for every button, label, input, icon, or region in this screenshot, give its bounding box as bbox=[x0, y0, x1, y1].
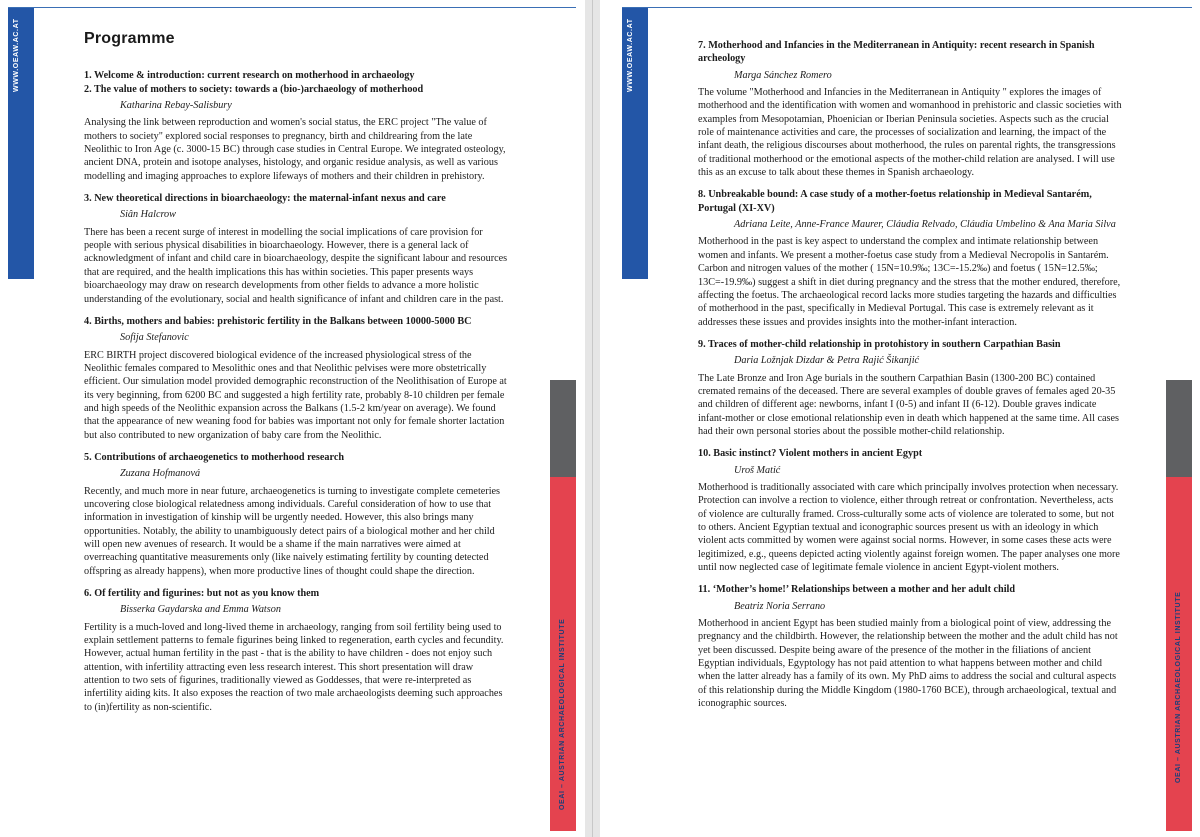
right-top-rule bbox=[622, 7, 1192, 8]
item-abstract: ERC BIRTH project discovered biological evidence of the increased physiological stress of the Neolithic females compared to Mesolithic ones and that Neolithic pelvises were more obstetrically efficient. Our simulation model provided demographic reconstruction of the Neolithisation of Europe at its very beginning, from 6200 BC and suggested a high fertility rate, probably 8-10 children per female and high speeds of the Neolithic expansion across the Balkans (1.5-2 km/year on average). We found that the appearance of new weaning food for babies was important not only for female shorter lactation but also contributed to new organization of baby care from the Neolithic. bbox=[84, 349, 507, 441]
item-title: 11. ‘Mother’s home!’ Relationships between a mother and her adult child bbox=[698, 584, 1016, 596]
left-gray-side-bar bbox=[550, 380, 576, 477]
item-title: 1. Welcome & introduction: current research on motherhood in archaeology bbox=[84, 70, 415, 82]
program-item bbox=[84, 83, 509, 183]
right-institute-label: OEAI – AUSTRIAN ARCHAEOLOGICAL INSTITUTE bbox=[1175, 591, 1182, 783]
item-title: 5. Contributions of archaeogenetics to motherhood research bbox=[84, 451, 345, 463]
item-title: 4. Births, mothers and babies: prehistoric fertility in the Balkans between 10000-5000 BC bbox=[84, 315, 472, 327]
item-abstract: Motherhood in the past is key aspect to understand the complex and intimate relationship between women and infants. We present a mother-foetus case study from a Medieval Necropolis in Santarém. Carbon and nitrogen values of the mother ( 15N=10.9‰; 13C=-15.2‰) and foetus ( 15N=12.5‰; 13C=-19.9‰) suggest a shift in diet during pregnancy and the stress that the mother endured, therefore, affecting the foetus. The archaeological record lacks more studies targeting the hazards and difficulties of motherhood in the past, specifically in Medieval Portugal. This case is extremely relevant as it addresses these issues and provides insights into the mother-infant interaction. bbox=[698, 236, 1121, 328]
left-url-label: WWW.OEAW.AC.AT bbox=[13, 18, 20, 92]
item-abstract: The Late Bronze and Iron Age burials in the southern Carpathian Basin (1300-200 BC) contained cremated remains of the deceased. There are several examples of double graves of females aged 20-35 and children of different age: newborns, infant I (0-5) and infant II (6-12). Double graves indicate infant-mother or close emotional relationship even in death which happened at the same time. All cases had their own personal stories about the possible mother-child relationship. bbox=[698, 372, 1119, 437]
item-abstract: Fertility is a much-loved and long-lived theme in archaeology, ranging from soil fertility being used to explain settlement patterns to female figurines being linked to regeneration, earth cycles and fecundity. However, actual human fertility in the past - that is the ability to have children - does not enjoy such attention, with infertility attracting even less research interest. This short presentation will draw attention to two sets of figurines, traditionally viewed as Goddesses, that were re-interpreted as infertility aiding kits. It also exposes the reaction of two male archaeologists deeming such approaches to (in)fertility as non-scientific. bbox=[84, 621, 504, 713]
item-title: 7. Motherhood and Infancies in the Mediterranean in Antiquity: recent research in Spanish archeology bbox=[698, 40, 1095, 65]
item-author: Beatriz Noria Serrano bbox=[734, 600, 826, 612]
item-author: Siân Halcrow bbox=[120, 209, 176, 221]
item-author: Sofija Stefanovic bbox=[120, 332, 189, 344]
item-abstract: Motherhood is traditionally associated with care which principally involves protection when necessary. Protection can involve a rection to violence, either through retreat or confrontation. Nevertheless, acts of violence are culturally framed. Cross-culturally some acts of violence are tolerated to some, but not to others. Ancient Egyptian textual and iconographic sources present us with an ideology in which violent acts committed by women were against social norms. However, in some cases these acts were legitimized, e.g., queens depicted acting violently against foreign women. The paper analyses one more until now neglected case of legitimate female violence in ancient Egypt-violent mothers. bbox=[698, 481, 1120, 574]
item-author: Adriana Leite, Anne-France Maurer, Cláudia Relvado, Cláudia Umbelino & Ana Maria Silva bbox=[734, 219, 1116, 231]
item-title: 2. The value of mothers to society: towards a (bio-)archaeology of motherhood bbox=[84, 83, 424, 95]
program-item bbox=[84, 192, 509, 306]
program-item bbox=[84, 587, 509, 714]
item-author: Uroš Matić bbox=[734, 464, 781, 476]
item-abstract: Analysing the link between reproduction and women's social status, the ERC project "The value of mothers to society" explored social responses to pregnancy, birth and childrearing from the late Neolithic to Iron Age (c. 3000-15 BC) through case studies in Central Europe. We integrated osteology, ancient DNA, protein and isotope analyses, histology, and organic residue analysis, as well as various modelling and imaging approaches to explore lifeways of mothers and their children in prehistory. bbox=[84, 117, 506, 182]
program-item bbox=[698, 338, 1123, 438]
item-author: Katharina Rebay-Salisbury bbox=[120, 100, 232, 112]
program-item bbox=[84, 315, 509, 442]
item-title: 10. Basic instinct? Violent mothers in ancient Egypt bbox=[698, 448, 923, 460]
item-abstract: Motherhood in ancient Egypt has been studied mainly from a biological point of view, addressing the pregnancy and the childbirth. However, the relationship between the mother and the adult child has not yet been discussed. Despite being aware of the presence of the mother in the filiations of ancient Egyptian individuals, Egyptology has not paid attention to what happens between mother and child when the latter already has a family of its own. My PhD aims to address the social and cultural aspects of this relationship during the Middle Kingdom (1980-1760 BCE), through archaeological, textual and iconographic sources. bbox=[698, 618, 1118, 710]
right-gray-side-bar bbox=[1166, 380, 1192, 477]
program-item bbox=[698, 188, 1123, 328]
item-author: Bisserka Gaydarska and Emma Watson bbox=[120, 604, 281, 616]
program-item bbox=[84, 451, 509, 578]
item-author: Zuzana Hofmanová bbox=[120, 468, 201, 480]
program-item bbox=[698, 583, 1123, 710]
right-blue-side-bar bbox=[622, 8, 648, 279]
page-gutter-line bbox=[592, 0, 593, 837]
page-title: Programme bbox=[84, 30, 175, 47]
left-top-rule bbox=[8, 7, 576, 8]
item-abstract: Recently, and much more in near future, archaeogenetics is turning to investigate complete cemeteries uncovering close biological relatedness among individuals. Careful consideration of how to use that information in investigation of kinship will be urgently needed. However, this also brings many opportunities. Notably, the ability to unambiguously detect pairs of a biological mother and her child will open new avenues of research. It would be a shame if the main narratives were aimed at overreaching quantitative measurements only (like naively estimating fertility by counting detected offspring as already happens), when more productive lines of thought could shape the direction. bbox=[84, 485, 501, 577]
item-abstract: There has been a recent surge of interest in modelling the social implications of care provision for people with serious physical disabilities in bioarchaeology. However, there is a general lack of acknowledgment of infant and child care in bioarchaeology, despite the significant labour and resources that are required, and the health implications this has within societies. This paper presents ways bioarchaeology may draw on research developments from other fields to advance a more holistic understanding of the evolutionary, social and health significance of infant and children care in the past. bbox=[84, 226, 508, 305]
left-blue-side-bar bbox=[8, 8, 34, 279]
left-column bbox=[84, 32, 509, 723]
item-title: 6. Of fertility and figurines: but not as you know them bbox=[84, 588, 320, 600]
item-author: Marga Sánchez Romero bbox=[734, 69, 832, 81]
program-item bbox=[84, 69, 509, 82]
right-column bbox=[698, 39, 1123, 719]
item-title: 9. Traces of mother-child relationship in protohistory in southern Carpathian Basin bbox=[698, 338, 1061, 350]
item-author: Daria Ložnjak Dizdar & Petra Rajić Šikanjić bbox=[734, 355, 920, 367]
left-institute-label: OEAI – AUSTRIAN ARCHAEOLOGICAL INSTITUTE bbox=[559, 618, 566, 810]
item-title: 8. Unbreakable bound: A case study of a mother-foetus relationship in Medieval Santarém, Portugal (XI-XV) bbox=[698, 189, 1092, 214]
program-item bbox=[698, 447, 1123, 574]
right-url-label: WWW.OEAW.AC.AT bbox=[627, 18, 634, 92]
item-abstract: The volume "Motherhood and Infancies in the Mediterranean in Antiquity " explores the images of motherhood and the identification with women and womanhood in prehistoric and classic societies with examples from Mesopotamian, Phoenician or Iberian Peninsula societies. Aspects such as the crucial role of maintenance activities and care, the processes of socialization and learning, the impact of the infant death, the religious discourses about motherhood, the rules on parental rights, the transgressions of traditional motherhood or the emotional aspects of the mother-child relation are analysed. I will use this as an excuse to talk about these themes in Spanish archaeology. bbox=[698, 87, 1122, 179]
item-title: 3. New theoretical directions in bioarchaeology: the maternal-infant nexus and care bbox=[84, 193, 446, 205]
program-item bbox=[698, 39, 1123, 179]
